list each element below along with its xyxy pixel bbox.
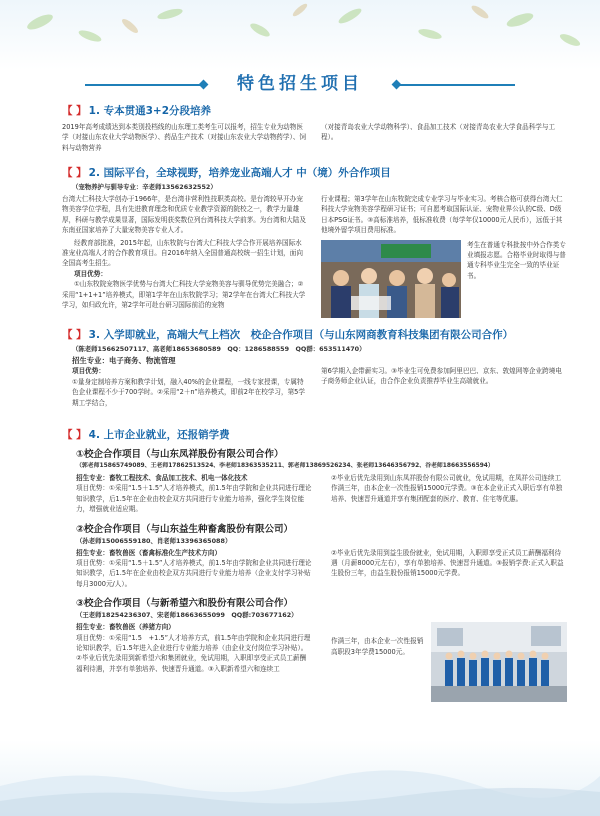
- section-3-contact: （陈老师15662507117、高老师18653680589 QQ：1286588559 QQ群：653511470）: [72, 345, 366, 353]
- section-2-intro: 台湾大仁科技大学创办于1966年，是台湾非营利性技职类高校。是台湾较早开办宠物美容学位学程，具有先进教育理念和优质专业教学资源的院校之一，教学力量雄厚，科研与教学成果显著，国际发明获奖数位列台湾科技大学前茅。为台湾和大陆及东南亚国家培养了大量宠物美容专业人才。: [62, 195, 306, 235]
- section-2-right-text: 行业课程；第3学年在山东牧院完成专业学习与毕业实习。考核合格可获得台湾大仁科技大学宠物美容学程研习证书；可自愿考取国际认证、宠物业界公认的C级、D级日本PSG证书。③高标准培养，低标准收费（每学年仅10000元人民币），远低于其他境外留学项目费用标准。: [321, 195, 563, 235]
- bracket-icon: 【 】: [62, 167, 87, 179]
- title-rule-right: [400, 84, 515, 86]
- section-1: [62, 104, 567, 153]
- section-3-major: 招生专业：电子商务、物流管理: [72, 356, 176, 365]
- project-xinxiwang: [62, 597, 567, 702]
- project-yisheng-right: ②毕业后优先录用到益生股份就业，免试用期，入职即享受正式员工薪酬福利待遇（月薪8000元左右），享有单独培养、快速晋升通道。③报销学费:正式入职益生股份三年，由益生股份报销15000元学费。: [331, 548, 564, 578]
- title-rule-left: [85, 84, 200, 86]
- project-yisheng-contact: （孙老师15006559180、肖老师13396365088）: [76, 536, 232, 545]
- section-2: [62, 166, 567, 318]
- leaf-decoration-top: [0, 0, 600, 60]
- section-3-adv-label: 项目优势：: [72, 367, 105, 376]
- page-title: 特色招生项目: [237, 74, 363, 94]
- project-yisheng-major: 招生专业：畜牧兽医（畜禽标准化生产技术方向）: [76, 548, 222, 557]
- section-3: [62, 328, 567, 408]
- project-fengxiang-right: ②毕业后优先录用到山东凤祥股份有限公司就业，免试用期，在凤祥公司连续工作满三年，由本企业一次性报销15000元学费。③在本企业正式入职后享有单独培养、快速晋升通道并享有集团配套的医疗、教育、住宅等优惠。: [331, 474, 563, 503]
- project-fengxiang-major: 招生专业：畜牧工程技术、食品加工技术、机电一体化技术: [76, 474, 248, 482]
- project-xinxiwang-left: 项目优势：①采用“1.5 +1.5”人才培养方式，前1.5年由学院和企业共同进行理论知识教学，后1.5年进入企业进行专业能力培养（由企业支付岗位学习补贴）。②毕业后优先录用到新希望六和集团就业，免试用期，入职即享受正式员工薪酬福利待遇，并享有单独培养、快速晋升通道。③入职新希望六和连续工: [76, 633, 311, 673]
- project-xinxiwang-contact: （王老师18254236307、宋老师18663655099 QQ群:703677162）: [76, 611, 298, 620]
- bracket-icon: 【 】: [62, 105, 87, 117]
- project-yisheng: [62, 523, 567, 590]
- section-3-right-text: 第6学期入企带薪实习。③毕业生可免费参加阿里巴巴、京东、敦煌网等企业跨境电子商务师企业认证，由合作企业负责推荐毕业生高端就业。: [321, 367, 562, 386]
- workers-group-photo: [431, 622, 567, 702]
- section-1-heading: 1. 专本贯通3+2分段培养: [88, 105, 212, 117]
- section-1-text-left: 2019年高考成绩达到本类别投档线的山东理工类考生可以报考，招生专业为动物医学（对接山东农业大学动物医学）、药品生产技术（对接山东农业大学动物药学）、饲料与动物营养: [62, 123, 306, 152]
- section-2-approval: 经教育部批准，2015年起，山东牧院与台湾大仁科技大学合作开展培养国际水准宠业高端人才的合作教育项目。自2016年纳入全国普通高校统一招生计划，面向全国高考生招生。: [62, 238, 303, 268]
- section-3-heading: 3. 入学即就业，高端大气上档次 校企合作项目（与山东网商教育科技集团有限公司合作）: [88, 329, 514, 341]
- section-2-contact: （宠物养护与驯导专业：辛老师13562632552）: [72, 183, 217, 191]
- project-xinxiwang-title: ③校企合作项目（与新希望六和股份有限公司合作）: [76, 598, 294, 610]
- project-fengxiang-contact: （郭老师15865749089、王老师17862513524、李老师18363535211、郭老师13869526234、张老师13646356792、谷老师18663556594）: [76, 463, 494, 469]
- section-4: [62, 428, 567, 702]
- section-2-graduation-note: 考生在普通专科批按中外合作类专业填报志愿。合格毕业时取得与普通专科毕业生完全一致的毕业证书。: [467, 240, 566, 280]
- project-fengxiang-left: 项目优势：①采用“1.5＋1.5”人才培养模式，前1.5年由学院和企业共同进行理论知识教学，后1.5年在企业由校企双方共同进行专业能力培养，强化学生岗位能力，增强就业适应期。: [76, 484, 312, 514]
- snow-decoration-bottom: [0, 746, 600, 816]
- project-xinxiwang-major: 招生专业：畜牧兽医（养猪方向）: [76, 623, 175, 632]
- project-yisheng-title: ②校企合作项目（与山东益生种畜禽股份有限公司）: [76, 523, 294, 535]
- section-2-heading: 2. 国际平台，全球视野，培养宠业高端人才 中（境）外合作项目: [88, 167, 391, 179]
- title-diamond-left: [199, 80, 209, 90]
- section-2-adv-text: ①山东牧院宠物医学优势与台湾大仁科技大学宠物美容与驯导优势完美融合；②采用“1+1+1”培养模式，即第1学年在山东牧院学习；第2学年在台湾大仁科技大学学习，如归政允许，第2学年可赴台研习国际前沿的宠物: [62, 280, 306, 310]
- project-yisheng-left: 项目优势：①采用“1.5＋1.5”人才培养模式，前1.5年由学院和企业共同进行理论知识教学，后1.5年在企业由校企双方共同进行专业能力培养（企业支付学习补贴每月3000元/人）。: [76, 559, 312, 588]
- project-fengxiang: [62, 448, 567, 515]
- bracket-icon: 【 】: [62, 429, 87, 441]
- section-4-heading: 4. 上市企业就业，还报销学费: [88, 429, 230, 441]
- section-2-adv-label: 项目优势：: [74, 269, 107, 278]
- project-fengxiang-title: ①校企合作项目（与山东凤祥股份有限公司合作）: [76, 449, 284, 460]
- bracket-icon: 【 】: [62, 329, 87, 341]
- section-1-text-right: （对接青岛农业大学动物科学）、食品加工技术（对接青岛农业大学食品科学与工程）。: [321, 123, 556, 142]
- project-xinxiwang-right: 作满三年，由本企业一次性报销高职段3年学费15000元。: [331, 637, 424, 656]
- classroom-photo: [321, 240, 461, 318]
- page-title-bar: [60, 70, 540, 98]
- section-3-left-text: ①量身定制培养方案和教学计划，融入40%的企业课程，一线专家授课，专属特色企业课程不少于700学时。②采用“2＋n”培养模式，即前2年在校学习，第5学期工学结合，: [72, 377, 305, 407]
